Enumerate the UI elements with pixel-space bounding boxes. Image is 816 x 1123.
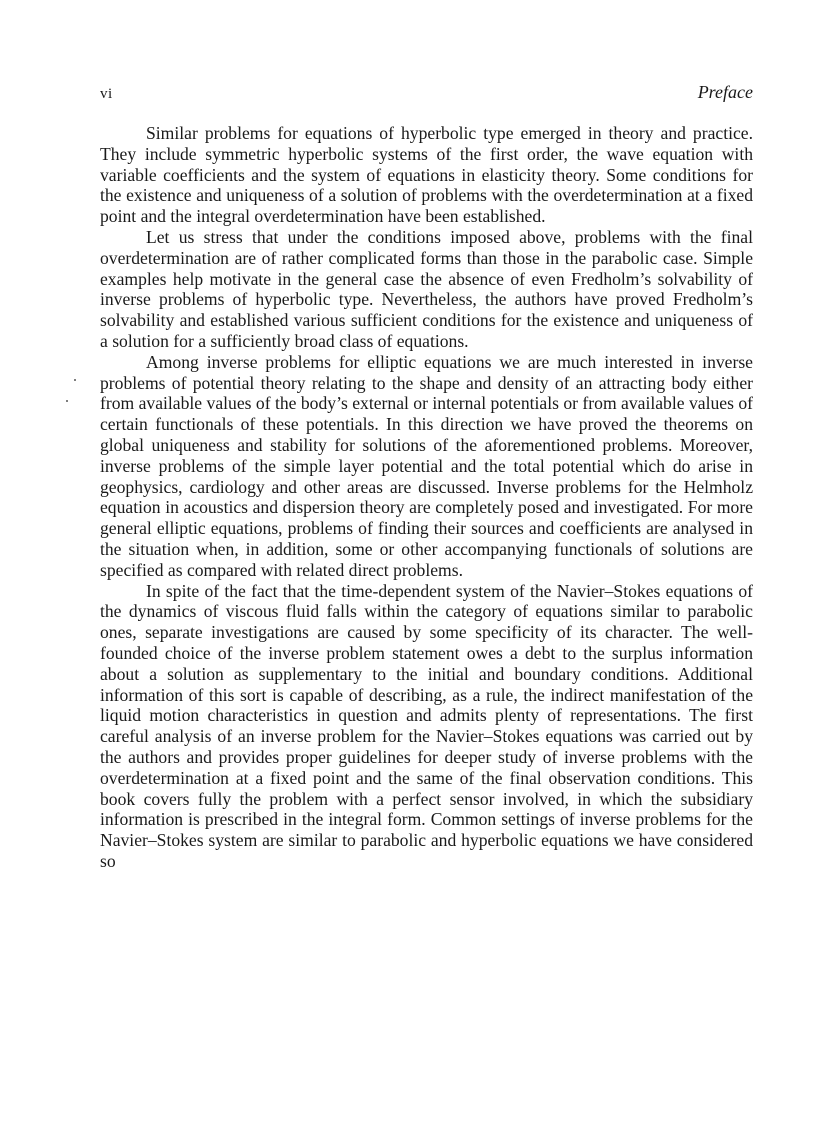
running-title: Preface	[697, 82, 753, 102]
paragraph-hyperbolic: Similar problems for equations of hyperbolic type emerged in theory and practice. They include symmetric hyperbolic systems of the first order, the wave equation with variable coefficients and the system of equations in elasticity theory. Some conditions for the existence and uniqueness of a solution of problems with the overdetermination at a fixed point and the integral overdetermination have been established.	[100, 123, 753, 227]
margin-dot	[66, 400, 68, 402]
book-page	[100, 82, 753, 872]
running-head	[100, 82, 753, 106]
page-number: vi	[100, 86, 113, 102]
body-text	[100, 123, 753, 872]
margin-dot	[74, 379, 76, 381]
paragraph-navier-stokes: In spite of the fact that the time-dependent system of the Navier–Stokes equations of the dynamics of viscous fluid falls within the category of equations similar to parabolic ones, separate investigations are caused by some specificity of its character. The well-founded choice of the inverse problem statement owes a debt to the surplus information about a solution as supplementary to the initial and boundary conditions. Additional information of this sort is capable of describing, as a rule, the indirect manifestation of the liquid motion characteristics in question and admits plenty of representations. The first careful analysis of an inverse problem for the Navier–Stokes equations was carried out by the authors and provides proper guidelines for deeper study of inverse problems with the overdetermination at a fixed point and the same of the final observation conditions. This book covers fully the problem with a perfect sensor involved, in which the subsidiary information is prescribed in the integral form. Common settings of inverse problems for the Navier–Stokes system are similar to parabolic and hyperbolic equations we have considered so	[100, 580, 753, 871]
paragraph-final-overdetermination: Let us stress that under the conditions imposed above, problems with the final overdetermination are of rather complicated forms than those in the parabolic case. Simple examples help motivate in the general case the absence of even Fredholm’s solvability of inverse problems of hyperbolic type. Nevertheless, the authors have proved Fredholm’s solvability and established various sufficient conditions for the existence and uniqueness of a solution for a sufficiently broad class of equations.	[100, 226, 753, 351]
paragraph-elliptic: Among inverse problems for elliptic equations we are much interested in inverse problems of potential theory relating to the shape and density of an attracting body either from available values of the body’s external or internal potentials or from available values of certain functionals of these potentials. In this direction we have proved the theorems on global uniqueness and stability for solutions of the aforementioned problems. Moreover, inverse problems of the simple layer potential and the total potential which do arise in geophysics, cardiology and other areas are discussed. Inverse problems for the Helmholz equation in acoustics and dispersion theory are completely posed and investigated. For more general elliptic equations, problems of finding their sources and coefficients are analysed in the situation when, in addition, some or other accompanying functionals of solutions are specified as compared with related direct problems.	[100, 351, 753, 580]
